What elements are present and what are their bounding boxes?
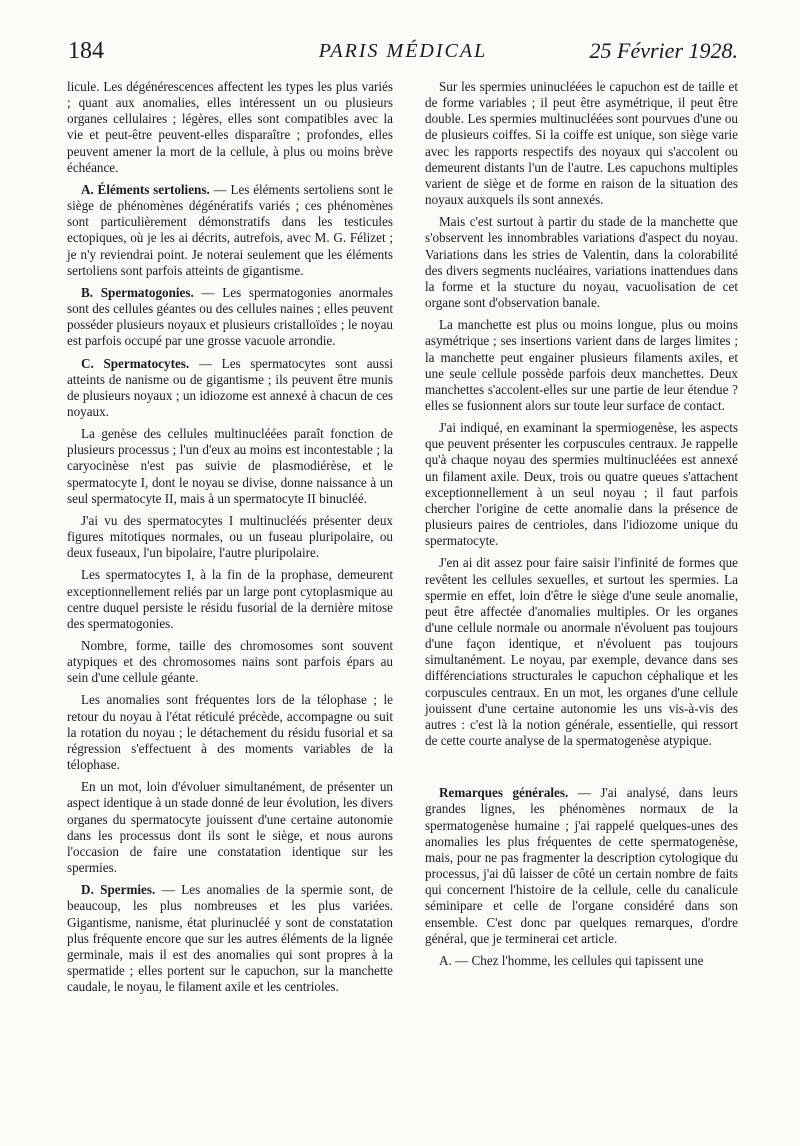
paragraph-text: — Les spermatocytes sont aussi atteints de nanisme ou de gigantisme ; ils peuvent être munis de plusieurs noyaux ; un idiozome est annexé à chacun de ces noyaux. — [67, 355, 393, 419]
section-heading: A. Éléments sertoliens. — [81, 181, 210, 197]
paragraph: Nombre, forme, taille des chromosomes sont souvent atypiques et des chromosomes nains sont parfois épars au sein d'une cellule géante. — [67, 638, 393, 686]
paragraph: Mais c'est surtout à partir du stade de la manchette que s'observent les innombrables variations d'aspect du noyau. Variations dans les stries de Valentin, dans la colorabilité des divers segments nucléaires, variations inattendues dans la forme et la stucture du noyau, vacuolisation de cet organe sont d'observation banale. — [425, 214, 738, 311]
issue-date: 25 Février 1928. — [589, 38, 738, 63]
paragraph-general-remarks — [425, 785, 738, 947]
paragraph-spermatocytes — [67, 356, 393, 421]
paragraph: Les spermatocytes I, à la fin de la prophase, demeurent exceptionnellement reliés par un large pont cytoplasmique au centre duquel persiste le résidu fusorial de la dernière mitose des spermatogonies. — [67, 567, 393, 631]
paragraph-spermatogonia — [67, 285, 393, 350]
section-heading: Remarques générales. — [439, 785, 569, 801]
section-heading: D. Spermies. — [81, 882, 156, 898]
paragraph: J'ai vu des spermatocytes I multinucléés présenter deux figures mitotiques normales, ou un fuseau pluripolaire, ou deux fuseaux, l'un bipolaire, l'autre pluripolaire. — [67, 512, 393, 561]
paragraph: A. — Chez l'homme, les cellules qui tapissent une — [439, 952, 704, 968]
page-header — [68, 38, 738, 74]
paragraph: La genèse des cellules multinucléées paraît fonction de plusieurs processus ; l'un d'eux au moins est incontestable ; la caryocinèse n'est pas suivie de plasmodiérèse, et le spermatocyte I, dont le noyau se divise, donne naissance à un seul spermatocyte II, mais à un spermatocyte II binucléé. — [67, 426, 393, 506]
paragraph-sertoli — [67, 182, 393, 279]
paragraph-text: — Les éléments sertoliens sont le siège de phénomènes dégénératifs variés ; ces phénomènes sont particulièrement démonstratifs dans les testicules ectopiques, où je les ai décrits, autrefois, avec M. G. Félizet ; je n'y reviendrai point. Je noterai seulement que les éléments sertoliens sont parfois atteints de gigantisme. — [67, 181, 393, 278]
paragraph: J'en ai dit assez pour faire saisir l'infinité de formes que revêtent les cellules sexuelles, et surtout les spermies. La spermie en effet, loin d'être le siège d'une seule anomalie, peut être affectée d'anomalies multiples. Or les organes d'une cellule normale ou anormale n'évoluent pas toujours d'une façon identique, et n'évoluent pas toujours simultanément. Le noyau, par exemple, devance dans ses différenciations structurales le capuchon céphalique et les corpuscules centraux. En un mot, les organes d'une cellule jouissent d'une certaine autonomie les uns vis-à-vis des autres : c'est là la notion générale, essentielle, qui ressort de cette courte analyse de la spermatogenèse atypique. — [425, 555, 738, 749]
paragraph: Les anomalies sont fréquentes lors de la télophase ; le retour du noyau à l'état réticulé précède, accompagne ou suit la rotation du noyau ; le détachement du résidu fusorial et sa régression s'effectuent à des moments variables de la télophase. — [67, 692, 393, 773]
paragraph-text: — Les spermatogonies anormales sont des cellules géantes ou des cellules naines ; elles peuvent posséder plusieurs noyaux et plusieurs cristalloïdes ; le noyau est parfois occupé par une grosse vacuole arrondie. — [67, 284, 393, 349]
right-column — [425, 79, 738, 975]
paragraph: licule. Les dégénérescences affectent les types les plus variés ; quant aux anomalies, elles intéressent un ou plusieurs organes cellulaires ; légères, elles sont compatibles avec la vie et peut-être peuvent-elles disparaître ; profondes, elles peuvent amener la mort de la cellule, à plus ou moins brève échéance. — [67, 79, 393, 175]
paragraph-text: — Les anomalies de la spermie sont, de beaucoup, les plus nombreuses et les plus variées. Gigantisme, nanisme, état plurinucléé y sont de constatation plus fréquente encore que sur les autres éléments de la lignée germinale, mais il est des anomalies qui sont propres à la spermatide ; elles portent sur le capuchon, sur la manchette caudale, le noyau, le filament axile et les centrioles. — [67, 882, 394, 995]
left-column — [67, 79, 393, 1001]
paragraph: J'ai indiqué, en examinant la spermiogenèse, les aspects que peuvent présenter les corpuscules centraux. Je rappelle qu'à chaque noyau des spermies multinucléées est annexé un filament axile. Deux, trois ou quatre queues s'attachent exceptionnellement à un seul noyau ; il faut parfois chercher l'origine de cette anomalie dans la présence de plusieurs paires de centrioles, dans l'idiozome unique du spermatocyte. — [425, 420, 738, 549]
section-heading: C. Spermatocytes. — [81, 355, 190, 371]
paragraph: La manchette est plus ou moins longue, plus ou moins asymétrique ; ses insertions varient dans de larges limites ; la manchette peut engainer plusieurs filaments axiles, et une seule cellule possède parfois deux manchettes. Deux manchettes s'accolent-elles sur une partie de leur étendue ? elles se fusionnent alors sur toute leur surface de contact. — [425, 317, 738, 413]
paragraph-spermies — [67, 882, 393, 995]
page-number: 184 — [68, 38, 104, 64]
paragraph: Sur les spermies uninucléées le capuchon est de taille et de forme variables ; il peut être asymétrique, il peut être double. Les spermies multinucléées sont pourvues d'une ou de plusieurs coiffes. Si la coiffe est unique, son siège varie avec les rapports respectifs des noyaux qui s'accolent ou demeurent distants l'un de l'autre. Les capuchons multiples varient de siège et de forme en raison de la situation des noyaux auxquels ils sont annexés. — [425, 79, 738, 208]
journal-title: PARIS MÉDICAL — [318, 40, 488, 62]
paragraph: En un mot, loin d'évoluer simultanément, de présenter un aspect identique à un stade donné de leur évolution, les divers organes du spermatocyte jouissent d'une certaine autonomie dans les processus dont ils sont le siège, et nous aurons l'occasion de faire une constatation identique sur les spermies. — [67, 779, 393, 876]
section-heading: B. Spermatogonies. — [81, 284, 194, 300]
paragraph-text: — J'ai analysé, dans leurs grandes lignes, les phénomènes normaux de la spermatogenèse humaine ; j'ai rappelé quelques-unes des anomalies les plus fréquentes de cette spermatogenèse, mais, pour ne pas fragmenter la description cytologique du processus, j'ai dû laisser de côté un certain nombre de faits qui concernent l'histoire de la cellule, celle du canalicule séminipare et celle de l'organe considéré dans son ensemble. C'est donc par quelques remarques, d'ordre général, que je terminerai cet article. — [425, 785, 738, 946]
